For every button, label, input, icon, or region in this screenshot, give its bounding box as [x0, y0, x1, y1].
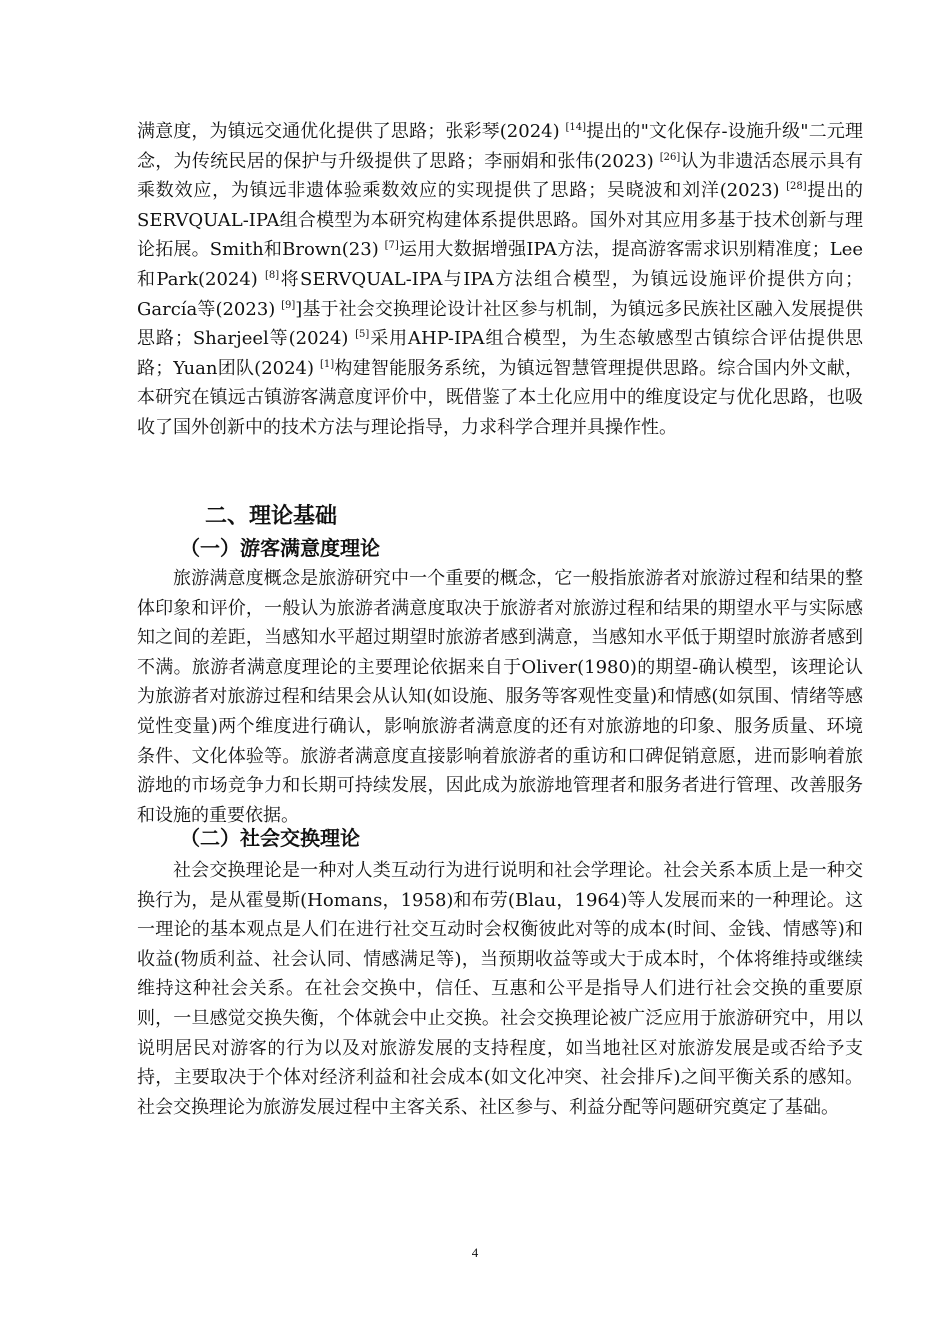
- text-segment: 满意度，为镇远交通优化提供了思路；张彩琴(2024): [137, 121, 566, 142]
- text-segment: 运用大数据增强IPA方法，提高游客需求识别精准度；Lee和Park(2024): [137, 239, 864, 290]
- text-segment: ]基于社会交换理论设计社区参与机制，为镇远多民族社区融入发展提供思路；Sharjeel等(2024): [137, 298, 863, 350]
- page-number: 4: [471, 1245, 479, 1260]
- citation-marker: [8]: [264, 269, 280, 281]
- subsection-heading-social-exchange: （二）社会交换理论: [180, 826, 360, 850]
- social-exchange-paragraph: 社会交换理论是一种对人类互动行为进行说明和社会学理论。社会关系本质上是一种交换行为，是从霍曼斯(Homans，1958)和布劳(Blau，1964)等人发展而来的一种理论。这一理论的基本观点是人们在进行社交互动时会权衡彼此对等的成本(时间、金钱、情感等)和收益(物质利益、社会认同、情感满足等)，当预期收益等或大于成本时，个体将维持或继续维持这种社会关系。在社会交换中，信任、互惠和公平是指导人们进行社会交换的重要原则，一旦感觉交换失衡，个体就会中止交换。社会交换理论被广泛应用于旅游研究中，用以说明居民对游客的行为以及对旅游发展的支持程度，如当地社区对旅游发展是或否给予支持，主要取决于个体对经济利益和社会成本(如文化冲突、社会排斥)之间平衡关系的感知。社会交换理论为旅游发展过程中主客关系、社区参与、利益分配等问题研究奠定了基础。: [137, 860, 863, 1118]
- citation-marker: [5]: [355, 329, 370, 341]
- text-segment: 构建智能服务系统，为镇远智慧管理提供思路。综合国内外文献，本研究在镇远古镇游客满意度评价中，既借鉴了本土化应用中的维度设定与优化思路，也吸收了国外创新中的技术方法与理论指导，力求科学合理并具操作性。: [137, 357, 864, 438]
- text-segment: 将SERVQUAL-IPA与IPA方法组合模型，为镇远设施评价提供方向；García等(2023): [137, 268, 863, 320]
- text-segment: 提出的"文化保存-设施升级"二元理念，为传统民居的保护与升级提供了思路；李丽娟和张伟(2023): [137, 121, 864, 172]
- citation-marker: [7]: [384, 240, 399, 252]
- citation-marker: [26]: [659, 151, 681, 163]
- citation-marker: [28]: [786, 181, 807, 193]
- text-segment: 采用AHP-IPA组合模型，为生态敏感型古镇综合评估提供思路；Yuan团队(2024): [137, 328, 863, 379]
- citation-marker: [1]: [320, 358, 335, 370]
- citation-marker: [14]: [565, 122, 587, 133]
- intro-paragraph: [137, 117, 863, 443]
- text-segment: 认为非遗活态展示具有乘数效应，为镇远非遗体验乘数效应的实现提供了思路；吴晓波和刘洋(2023): [137, 150, 863, 202]
- section-heading: 二、理论基础: [205, 504, 338, 529]
- subsection-heading-satisfaction: （一）游客满意度理论: [180, 536, 380, 560]
- satisfaction-theory-paragraph: 旅游满意度概念是旅游研究中一个重要的概念，它一般指旅游者对旅游过程和结果的整体印象和评价，一般认为旅游者满意度取决于旅游者对旅游过程和结果的期望水平与实际感知之间的差距，当感知水平超过期望时旅游者感到满意，当感知水平低于期望时旅游者感到不满。旅游者满意度理论的主要理论依据来自于Oliver(1980)的期望-确认模型，该理论认为旅游者对旅游过程和结果会从认知(如设施、服务等客观性变量)和情感(如氛围、情绪等感觉性变量)两个维度进行确认，影响旅游者满意度的还有对旅游地的印象、服务质量、环境条件、文化体验等。旅游者满意度直接影响着旅游者的重访和口碑促销意愿，进而影响着旅游地的市场竞争力和长期可持续发展，因此成为旅游地管理者和服务者进行管理、改善服务和设施的重要依据。: [137, 568, 863, 826]
- citation-marker: [9]: [281, 299, 296, 311]
- text-segment: 提出的SERVQUAL-IPA组合模型为本研究构建体系提供思路。国外对其应用多基于技术创新与理论拓展。Smith和Brown(23): [137, 180, 863, 261]
